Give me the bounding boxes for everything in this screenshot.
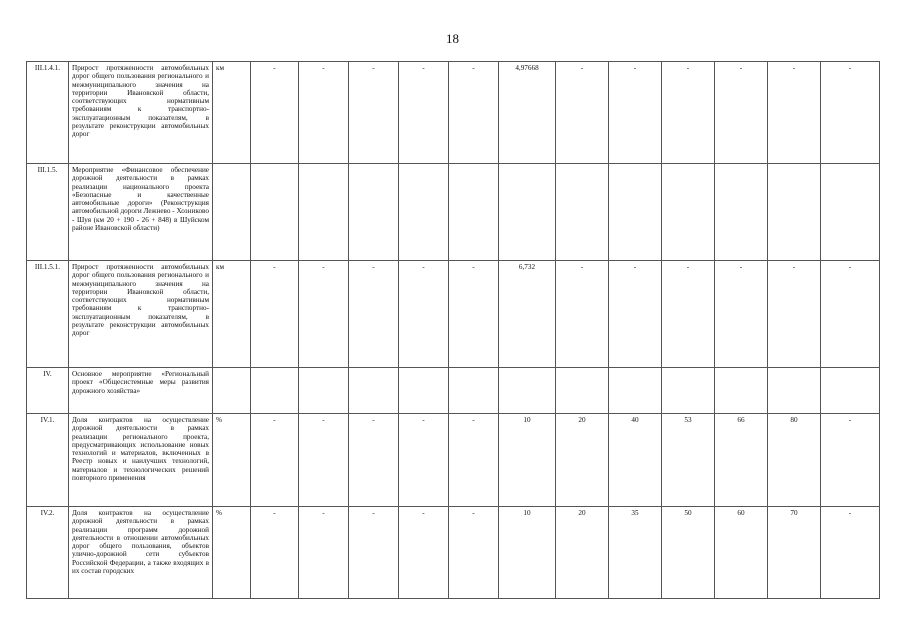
row-value-cell: - bbox=[821, 62, 880, 164]
row-value-cell: - bbox=[349, 507, 399, 599]
row-value-cell bbox=[768, 164, 821, 261]
row-value-cell: - bbox=[662, 62, 715, 164]
row-value-cell: - bbox=[399, 62, 449, 164]
table-row bbox=[27, 164, 880, 261]
row-value-cell: - bbox=[349, 261, 399, 368]
row-value-cell bbox=[349, 368, 399, 414]
row-value-cell: 10 bbox=[499, 414, 556, 507]
row-code-cell: III.1.5.1. bbox=[27, 261, 69, 368]
row-value-cell: - bbox=[299, 62, 349, 164]
indicators-table bbox=[26, 61, 880, 599]
row-value-cell bbox=[251, 368, 299, 414]
row-code-cell: IV.1. bbox=[27, 414, 69, 507]
row-value-cell bbox=[556, 368, 609, 414]
row-value-cell: 20 bbox=[556, 507, 609, 599]
row-value-cell bbox=[821, 368, 880, 414]
row-value-cell bbox=[609, 368, 662, 414]
row-value-cell bbox=[449, 368, 499, 414]
row-name-cell: Основное мероприятие «Региональный проект «Общесистемные меры развития дорожного хозяйства» bbox=[69, 368, 213, 414]
row-value-cell: 70 bbox=[768, 507, 821, 599]
row-name-cell: Мероприятие «Финансовое обеспечение дорожной деятельности в рамках реализации национального проекта «Безопасные и качественные автомобильные дороги» (Реконструкция автомобильной дороги Лежнево - Хозниково - Шуя (км 20 + 190 - 26 + 848) в Шуйском районе Ивановской области) bbox=[69, 164, 213, 261]
row-value-cell: 4,97668 bbox=[499, 62, 556, 164]
row-value-cell: - bbox=[609, 261, 662, 368]
row-value-cell: 66 bbox=[715, 414, 768, 507]
row-unit-cell bbox=[213, 164, 251, 261]
row-value-cell: - bbox=[251, 507, 299, 599]
row-value-cell: - bbox=[609, 62, 662, 164]
row-value-cell: - bbox=[715, 261, 768, 368]
row-value-cell: - bbox=[251, 414, 299, 507]
row-value-cell: - bbox=[556, 62, 609, 164]
row-value-cell bbox=[299, 368, 349, 414]
row-value-cell: - bbox=[715, 62, 768, 164]
row-value-cell: - bbox=[821, 414, 880, 507]
row-unit-cell bbox=[213, 368, 251, 414]
row-value-cell: - bbox=[299, 261, 349, 368]
row-value-cell bbox=[399, 368, 449, 414]
row-value-cell bbox=[349, 164, 399, 261]
row-value-cell: - bbox=[399, 507, 449, 599]
row-unit-cell: % bbox=[213, 414, 251, 507]
row-unit-cell: км bbox=[213, 261, 251, 368]
row-value-cell bbox=[662, 368, 715, 414]
row-value-cell: - bbox=[251, 62, 299, 164]
row-value-cell: - bbox=[821, 507, 880, 599]
row-value-cell: - bbox=[768, 261, 821, 368]
row-value-cell: - bbox=[399, 414, 449, 507]
table-row bbox=[27, 62, 880, 164]
row-name-cell: Прирост протяженности автомобильных дорог общего пользования регионального и межмуниципального значения на территории Ивановской области, соответствующих нормативным требованиям к транспортно-эксплуатационным показателям, в результате реконструкции автомобильных дорог bbox=[69, 261, 213, 368]
row-value-cell: 50 bbox=[662, 507, 715, 599]
row-code-cell: IV. bbox=[27, 368, 69, 414]
row-value-cell: 40 bbox=[609, 414, 662, 507]
row-unit-cell: % bbox=[213, 507, 251, 599]
row-value-cell bbox=[821, 164, 880, 261]
row-unit-cell: км bbox=[213, 62, 251, 164]
row-value-cell bbox=[715, 164, 768, 261]
page-number: 18 bbox=[446, 31, 459, 46]
row-value-cell bbox=[499, 368, 556, 414]
row-value-cell: - bbox=[299, 507, 349, 599]
row-value-cell: 35 bbox=[609, 507, 662, 599]
table-row bbox=[27, 507, 880, 599]
row-value-cell: - bbox=[556, 261, 609, 368]
row-value-cell: - bbox=[449, 261, 499, 368]
row-value-cell bbox=[556, 164, 609, 261]
row-value-cell: - bbox=[662, 261, 715, 368]
row-value-cell: - bbox=[821, 261, 880, 368]
row-value-cell: 20 bbox=[556, 414, 609, 507]
row-value-cell bbox=[609, 164, 662, 261]
row-value-cell: - bbox=[349, 414, 399, 507]
row-value-cell bbox=[399, 164, 449, 261]
row-value-cell: 6,732 bbox=[499, 261, 556, 368]
table-row bbox=[27, 261, 880, 368]
row-name-cell: Доля контрактов на осуществление дорожной деятельности в рамках реализации регионального проекта, предусматривающих использование новых технологий и материалов, включенных в Реестр новых и наилучших технологий, материалов и технологических решений повторного применения bbox=[69, 414, 213, 507]
row-value-cell: - bbox=[399, 261, 449, 368]
row-value-cell: - bbox=[349, 62, 399, 164]
row-value-cell bbox=[251, 164, 299, 261]
table-row bbox=[27, 414, 880, 507]
row-value-cell bbox=[449, 164, 499, 261]
row-code-cell: III.1.5. bbox=[27, 164, 69, 261]
row-name-cell: Прирост протяженности автомобильных дорог общего пользования регионального и межмуниципального значения на территории Ивановской области, соответствующих нормативным требованиям к транспортно-эксплуатационным показателям, в результате реконструкции автомобильных дорог bbox=[69, 62, 213, 164]
row-value-cell: 53 bbox=[662, 414, 715, 507]
row-value-cell: - bbox=[449, 62, 499, 164]
row-value-cell bbox=[768, 368, 821, 414]
row-value-cell: - bbox=[251, 261, 299, 368]
row-value-cell bbox=[715, 368, 768, 414]
row-value-cell: 60 bbox=[715, 507, 768, 599]
row-value-cell: - bbox=[449, 507, 499, 599]
row-value-cell bbox=[662, 164, 715, 261]
row-value-cell: - bbox=[299, 414, 349, 507]
row-value-cell: - bbox=[768, 62, 821, 164]
row-name-cell: Доля контрактов на осуществление дорожной деятельности в рамках реализации программ дорожной деятельности в отношении автомобильных дорог общего пользования, объектов улично-дорожной сети субъектов Российской Федерации, а также входящих в их состав городских bbox=[69, 507, 213, 599]
table-row bbox=[27, 368, 880, 414]
row-code-cell: IV.2. bbox=[27, 507, 69, 599]
row-value-cell bbox=[299, 164, 349, 261]
row-value-cell: - bbox=[449, 414, 499, 507]
row-value-cell: 80 bbox=[768, 414, 821, 507]
row-code-cell: III.1.4.1. bbox=[27, 62, 69, 164]
row-value-cell bbox=[499, 164, 556, 261]
row-value-cell: 10 bbox=[499, 507, 556, 599]
